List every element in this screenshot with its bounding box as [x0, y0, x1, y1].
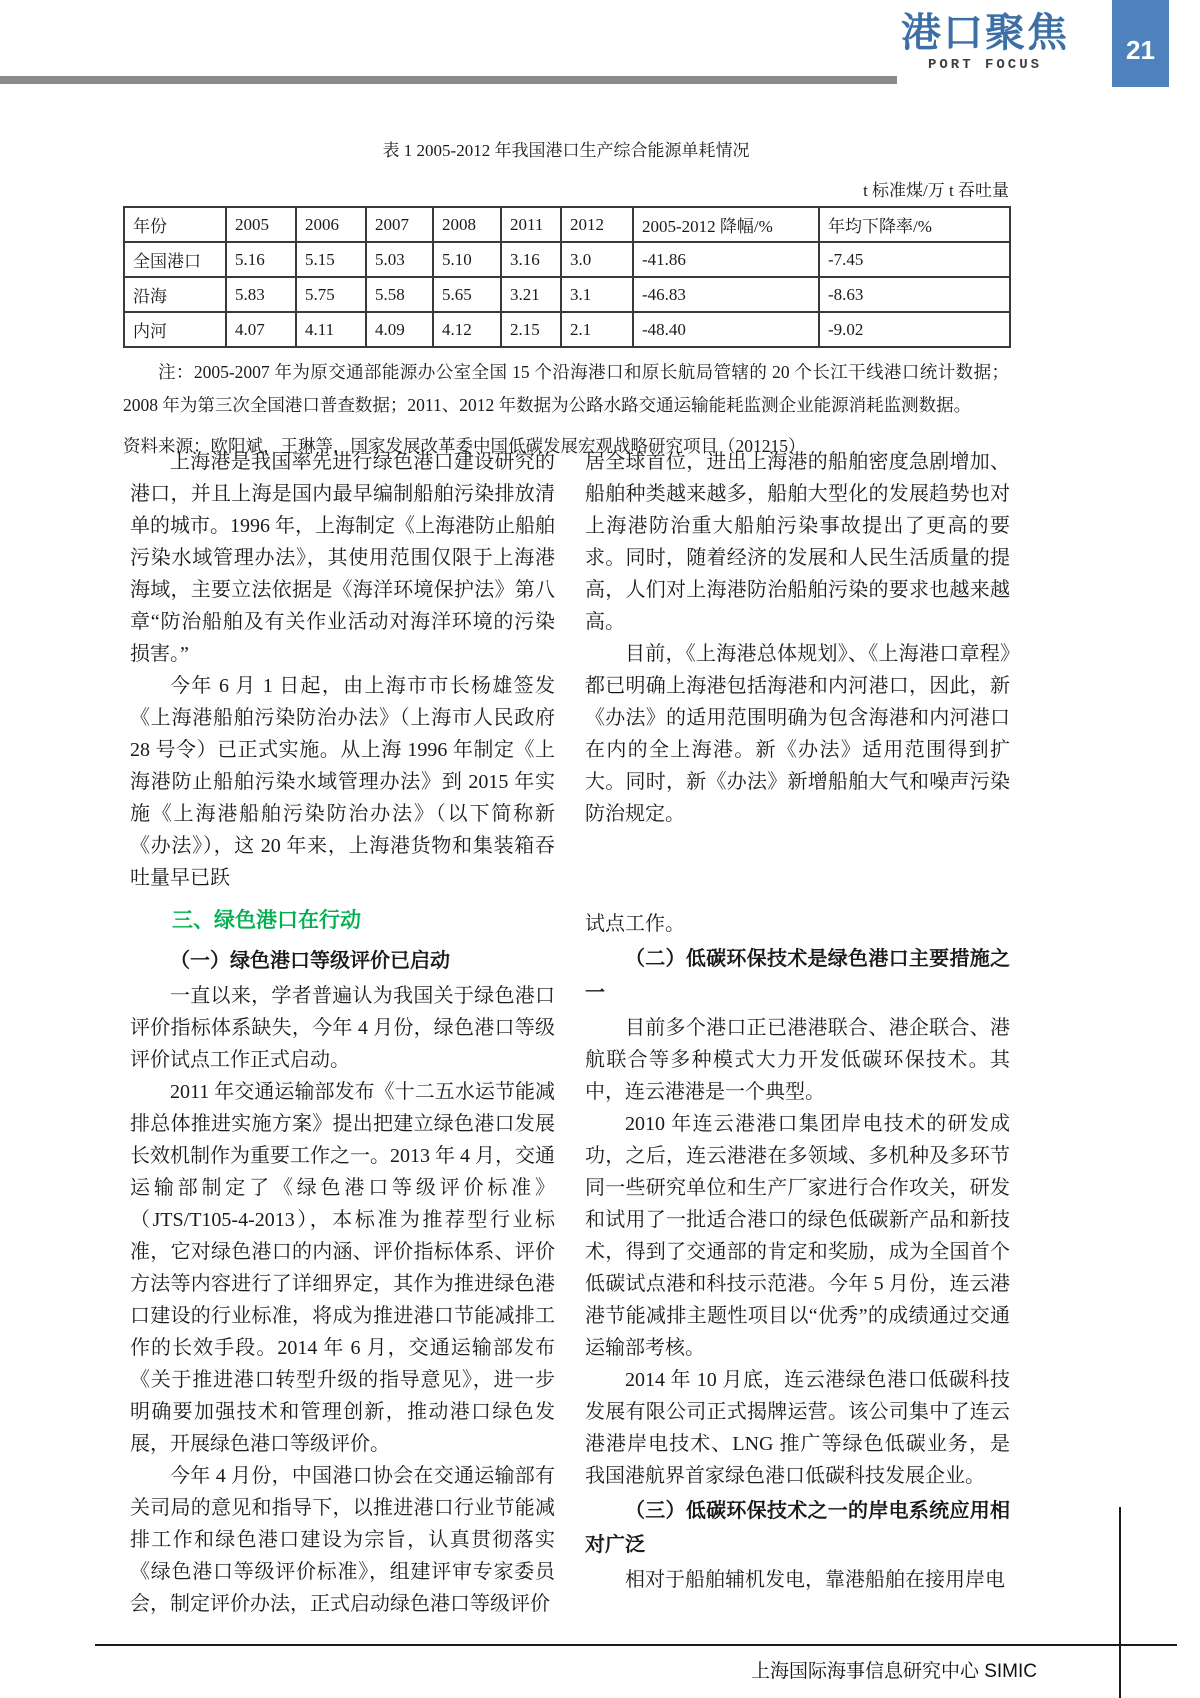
table-source: 资料来源：欧阳斌，王琳等，国家发展改革委中国低碳发展宏观战略研究项目（201215）	[123, 436, 806, 456]
footer-publisher: 上海国际海事信息研究中心 SIMIC	[750, 1661, 1037, 1682]
cell: -7.45	[819, 242, 1010, 277]
cell: 5.58	[366, 277, 433, 312]
paragraph: 相对于船舶辅机发电，靠港船舶在接用岸电	[625, 1569, 1005, 1591]
row-label: 全国港口	[124, 242, 226, 277]
paragraph: 2011 年交通运输部发布《十二五水运节能减排总体推进实施方案》提出把建立绿色港口发展长效机制作为重要工作之一。2013 年 4 月，交通运输部制定了《绿色港口等级评价标准》（JTS/T105-4-2013），本标准为推荐型行业标准，它对绿色港口的内涵、评价指标体系、评价方法等内容进行了详细界定，其作为推进绿色港口建设的行业标准，将成为推进港口节能减排工作的长效手段。2014 年 6 月，交通运输部发布《关于推进港口转型升级的指导意见》，进一步明确要加强技术和管理创新，推动港口绿色发展，开展绿色港口等级评价。	[130, 1081, 555, 1455]
cell: 2.15	[501, 312, 561, 347]
paragraph: 居全球首位，进出上海港的船舶密度急剧增加、船舶种类越来越多，船舶大型化的发展趋势也对上海港防治重大船舶污染事故提出了更高的要求。同时，随着经济的发展和人民生活质量的提高，人们对上海港防治船舶污染的要求也越来越高。	[585, 451, 1010, 633]
section-title-en: PORT FOCUS	[927, 57, 1042, 73]
cell: 5.83	[226, 277, 296, 312]
paragraph: 今年 4 月份，中国港口协会在交通运输部有关司局的意见和指导下，以推进港口行业节能减排工作和绿色港口建设为宗旨，认真贯彻落实《绿色港口等级评价标准》，组建评审专家委员会，制定评价办法，正式启动绿色港口等级评价	[130, 1465, 555, 1615]
paragraph: 目前多个港口正已港港联合、港企联合、港航联合等多种模式大力开发低碳环保技术。其中，连云港港是一个典型。	[585, 1017, 1010, 1103]
cell: 5.65	[433, 277, 501, 312]
paragraph: 试点工作。	[585, 913, 685, 935]
cell: -8.63	[819, 277, 1010, 312]
page-number: 21	[1126, 35, 1155, 65]
cell: -9.02	[819, 312, 1010, 347]
cell: 3.1	[561, 277, 633, 312]
cell: 2.1	[561, 312, 633, 347]
body-columns	[130, 446, 1010, 1620]
paragraph: 2010 年连云港港口集团岸电技术的研发成功，之后，连云港港在多领域、多机种及多环节同一些研究单位和生产厂家进行合作攻关，研发和试用了一批适合港口的绿色低碳新产品和新技术，得到了交通部的肯定和奖励，成为全国首个低碳试点港和科技示范港。今年 5 月份，连云港港节能减排主题性项目以“优秀”的成绩通过交通运输部考核。	[585, 1113, 1010, 1359]
col-header: 2006	[296, 207, 366, 242]
header-title-block	[880, 10, 1090, 73]
cell: 5.03	[366, 242, 433, 277]
paragraph: 目前，《上海港总体规划》、《上海港口章程》都已明确上海港包括海港和内河港口，因此，新《办法》的适用范围明确为包含海港和内河港口在内的全上海港。新《办法》适用范围得到扩大。同时，新《办法》新增船舶大气和噪声污染防治规定。	[585, 643, 1010, 825]
left-column	[130, 446, 555, 1620]
table-row	[124, 312, 1010, 347]
col-header: 年份	[124, 207, 226, 242]
cell: 4.11	[296, 312, 366, 347]
footer-divider-line	[95, 1644, 1177, 1646]
cell: 4.09	[366, 312, 433, 347]
cell: 4.12	[433, 312, 501, 347]
cell: 5.75	[296, 277, 366, 312]
cell: 4.07	[226, 312, 296, 347]
energy-consumption-table	[123, 206, 1011, 348]
paragraph: 今年 6 月 1 日起，由上海市市长杨雄签发《上海港船舶污染防治办法》（上海市人民政府 28 号令）已正式实施。从上海 1996 年制定《上海港防止船舶污染水域管理办法》到 2015 年实施《上海港船舶污染防治办法》（以下简称新《办法》），这 20 年来，上海港货物和集装箱吞吐量早已跃	[130, 675, 555, 889]
paragraph: 2014 年 10 月底，连云港绿色港口低碳科技发展有限公司正式揭牌运营。该公司集中了连云港港岸电技术、LNG 推广等绿色低碳业务，是我国港航界首家绿色港口低碳科技发展企业。	[585, 1369, 1010, 1487]
footer-vertical-line	[1119, 1507, 1121, 1698]
cell: -46.83	[633, 277, 819, 312]
sub-heading-2: （二）低碳环保技术是绿色港口主要措施之一	[585, 948, 1010, 1004]
section-title-cn: 港口聚焦	[901, 11, 1069, 55]
table-section	[123, 140, 1009, 458]
cell: 3.16	[501, 242, 561, 277]
col-header: 2012	[561, 207, 633, 242]
cell: -41.86	[633, 242, 819, 277]
table-row	[124, 242, 1010, 277]
col-header: 2011	[501, 207, 561, 242]
col-header: 2007	[366, 207, 433, 242]
col-header: 2005	[226, 207, 296, 242]
col-header: 2008	[433, 207, 501, 242]
paragraph: 一直以来，学者普遍认为我国关于绿色港口评价指标体系缺失，今年 4 月份，绿色港口等级评价试点工作正式启动。	[130, 985, 555, 1071]
row-label: 沿海	[124, 277, 226, 312]
header-divider-bar	[0, 76, 897, 84]
table-unit-label: t 标准煤/万 t 吞吐量	[863, 181, 1009, 200]
cell: 3.21	[501, 277, 561, 312]
col-header: 年均下降率/%	[819, 207, 1010, 242]
row-label: 内河	[124, 312, 226, 347]
cell: 5.15	[296, 242, 366, 277]
page-number-box	[1112, 0, 1169, 87]
section-heading-green: 三、绿色港口在行动	[172, 909, 361, 932]
cell: 5.10	[433, 242, 501, 277]
table-header-row	[124, 207, 1010, 242]
cell: -48.40	[633, 312, 819, 347]
right-column	[585, 446, 1010, 1620]
table-row	[124, 277, 1010, 312]
col-header: 2005-2012 降幅/%	[633, 207, 819, 242]
cell: 5.16	[226, 242, 296, 277]
table-note: 注：2005-2007 年为原交通部能源办公室全国 15 个沿海港口和原长航局管辖的 20 个长江干线港口统计数据；2008 年为第三次全国港口普查数据；2011、2012 年数据为公路水路交通运输能耗监测企业能源消耗监测数据。	[123, 362, 1009, 415]
table-caption: 表 1 2005-2012 年我国港口生产综合能源单耗情况	[382, 141, 750, 160]
paragraph: 上海港是我国率先进行绿色港口建设研究的港口，并且上海是国内最早编制船舶污染排放清单的城市。1996 年，上海制定《上海港防止船舶污染水域管理办法》，其使用范围仅限于上海港海域，主要立法依据是《海洋环境保护法》第八章“防治船舶及有关作业活动对海洋环境的污染损害。”	[130, 451, 555, 665]
sub-heading-1: （一）绿色港口等级评价已启动	[170, 950, 450, 972]
sub-heading-3: （三）低碳环保技术之一的岸电系统应用相对广泛	[585, 1500, 1010, 1556]
cell: 3.0	[561, 242, 633, 277]
